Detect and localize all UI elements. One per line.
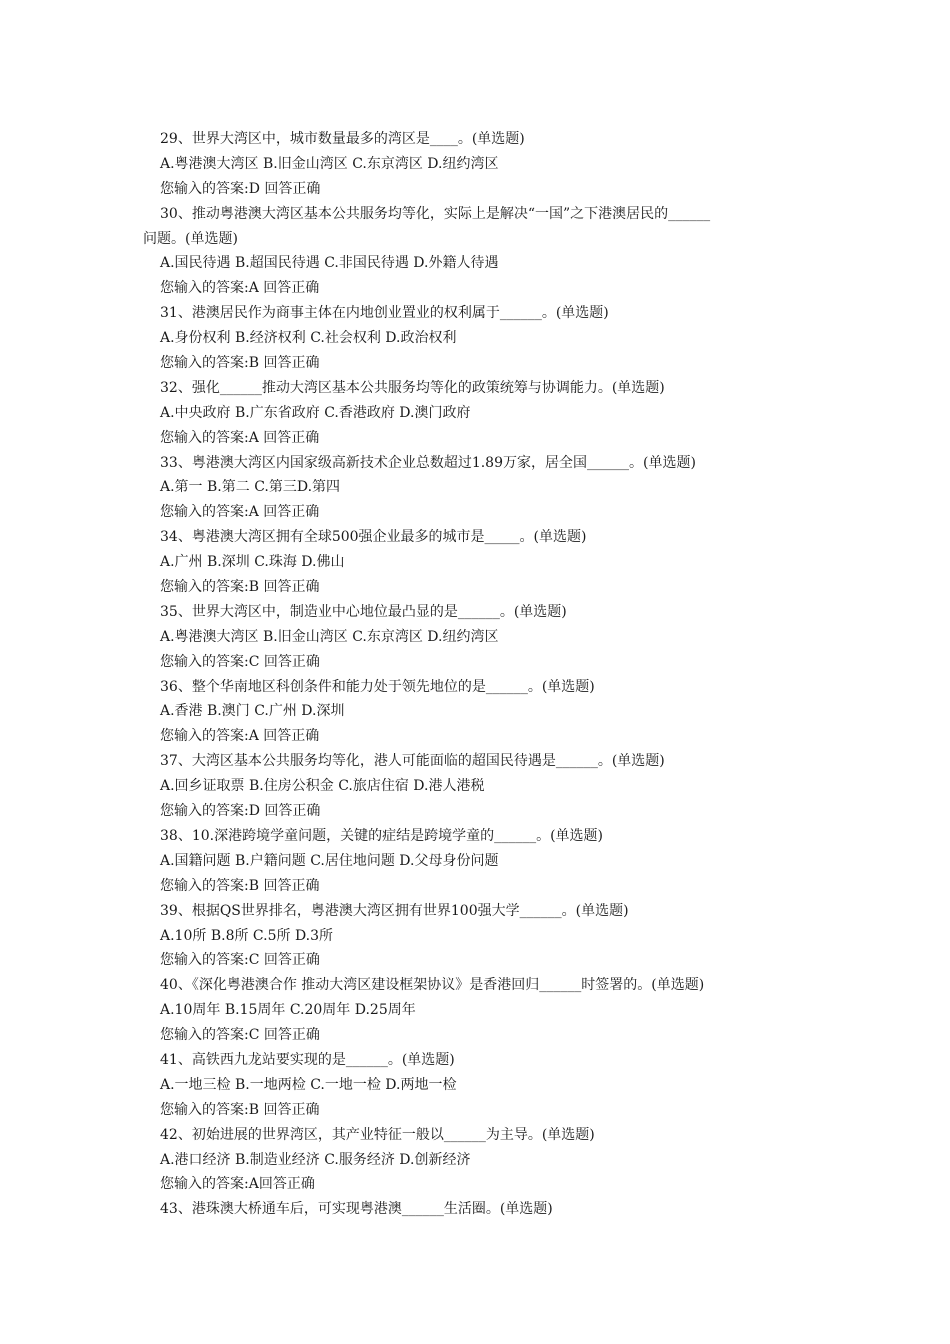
answer-result: 您输入的答案:B 回答正确 <box>160 1101 320 1118</box>
question-options: A.10周年 B.15周年 C.20周年 D.25周年 <box>160 1002 416 1019</box>
answer-result: 您输入的答案:D 回答正确 <box>160 180 321 197</box>
question-text: 42、初始进展的世界湾区，其产业特征一般以______为主导。(单选题) <box>160 1126 595 1143</box>
question-text: 38、10.深港跨境学童问题，关键的症结是跨境学童的______。(单选题) <box>160 827 604 844</box>
question-options: A.中央政府 B.广东省政府 C.香港政府 D.澳门政府 <box>160 404 471 421</box>
question-text: 35、世界大湾区中，制造业中心地位最凸显的是______。(单选题) <box>160 603 567 620</box>
answer-result: 您输入的答案:D 回答正确 <box>160 803 321 820</box>
question-31 <box>160 301 820 376</box>
question-text: 34、粤港澳大湾区拥有全球500强企业最多的城市是_____。(单选题) <box>160 529 587 546</box>
question-42 <box>160 1123 820 1198</box>
question-options: A.一地三检 B.一地两检 C.一地一检 D.两地一检 <box>160 1076 457 1093</box>
answer-result: 您输入的答案:B 回答正确 <box>160 355 320 372</box>
question-options: A.国民待遇 B.超国民待遇 C.非国民待遇 D.外籍人待遇 <box>160 255 499 272</box>
answer-result: 您输入的答案:A回答正确 <box>160 1176 315 1193</box>
question-38 <box>160 824 820 899</box>
question-text: 29、世界大湾区中，城市数量最多的湾区是____。(单选题) <box>160 131 525 147</box>
answer-result: 您输入的答案:A 回答正确 <box>160 728 320 745</box>
question-options: A.香港 B.澳门 C.广州 D.深圳 <box>160 703 345 720</box>
answer-result: 您输入的答案:C 回答正确 <box>160 952 320 969</box>
answer-result: 您输入的答案:C 回答正确 <box>160 653 320 670</box>
question-options: A.10所 B.8所 C.5所 D.3所 <box>160 927 334 944</box>
question-options: A.粤港澳大湾区 B.旧金山湾区 C.东京湾区 D.纽约湾区 <box>160 628 499 645</box>
question-options: A.粤港澳大湾区 B.旧金山湾区 C.东京湾区 D.纽约湾区 <box>160 155 499 172</box>
question-options: A.港口经济 B.制造业经济 C.服务经济 D.创新经济 <box>160 1151 471 1168</box>
answer-result: 您输入的答案:B 回答正确 <box>160 579 320 596</box>
question-37 <box>160 749 820 824</box>
answer-result: 您输入的答案:B 回答正确 <box>160 877 320 894</box>
answer-result: 您输入的答案:A 回答正确 <box>160 280 320 297</box>
question-options: A.广州 B.深圳 C.珠海 D.佛山 <box>160 554 345 571</box>
question-text: 41、高铁西九龙站要实现的是______。(单选题) <box>160 1051 455 1068</box>
question-text: 36、整个华南地区科创条件和能力处于领先地位的是______。(单选题) <box>160 678 595 695</box>
question-list <box>143 127 820 1222</box>
question-text: 30、推动粤港澳大湾区基本公共服务均等化，实际上是解决“一国”之下港澳居民的______ <box>160 205 711 222</box>
question-text: 31、港澳居民作为商事主体在内地创业置业的权利属于______。(单选题) <box>160 305 609 322</box>
question-text: 33、粤港澳大湾区内国家级高新技术企业总数超过1.89万家，居全国______。(单选题) <box>160 454 696 471</box>
question-options: A.回乡证取票 B.住房公积金 C.旅店住宿 D.港人港税 <box>160 778 485 795</box>
question-33 <box>160 451 820 526</box>
question-40 <box>160 973 820 1048</box>
question-30 <box>143 202 820 302</box>
question-36 <box>160 675 820 750</box>
question-text: 40、《深化粤港澳合作 推动大湾区建设框架协议》是香港回归______时签署的。(单选题) <box>160 977 705 994</box>
question-text: 43、港珠澳大桥通车后，可实现粤港澳______生活圈。(单选题) <box>160 1201 553 1218</box>
answer-result: 您输入的答案:C 回答正确 <box>160 1027 320 1044</box>
question-32 <box>160 376 820 451</box>
question-options: A.第一 B.第二 C.第三D.第四 <box>160 479 341 496</box>
question-34 <box>160 525 820 600</box>
question-43 <box>160 1197 820 1222</box>
answer-result: 您输入的答案:A 回答正确 <box>160 429 320 446</box>
question-text: 32、强化______推动大湾区基本公共服务均等化的政策统筹与协调能力。(单选题) <box>160 379 665 396</box>
question-39 <box>160 899 820 974</box>
question-options: A.身份权利 B.经济权利 C.社会权利 D.政治权利 <box>160 330 457 347</box>
question-29 <box>160 127 820 202</box>
question-text: 39、根据QS世界排名，粤港澳大湾区拥有世界100强大学______。(单选题) <box>160 902 629 919</box>
question-35 <box>160 600 820 675</box>
question-text-continuation: 问题。(单选题) <box>143 230 238 247</box>
answer-result: 您输入的答案:A 回答正确 <box>160 504 320 521</box>
question-options: A.国籍问题 B.户籍问题 C.居住地问题 D.父母身份问题 <box>160 852 499 869</box>
question-41 <box>160 1048 820 1123</box>
question-text: 37、大湾区基本公共服务均等化，港人可能面临的超国民待遇是______。(单选题) <box>160 753 665 770</box>
